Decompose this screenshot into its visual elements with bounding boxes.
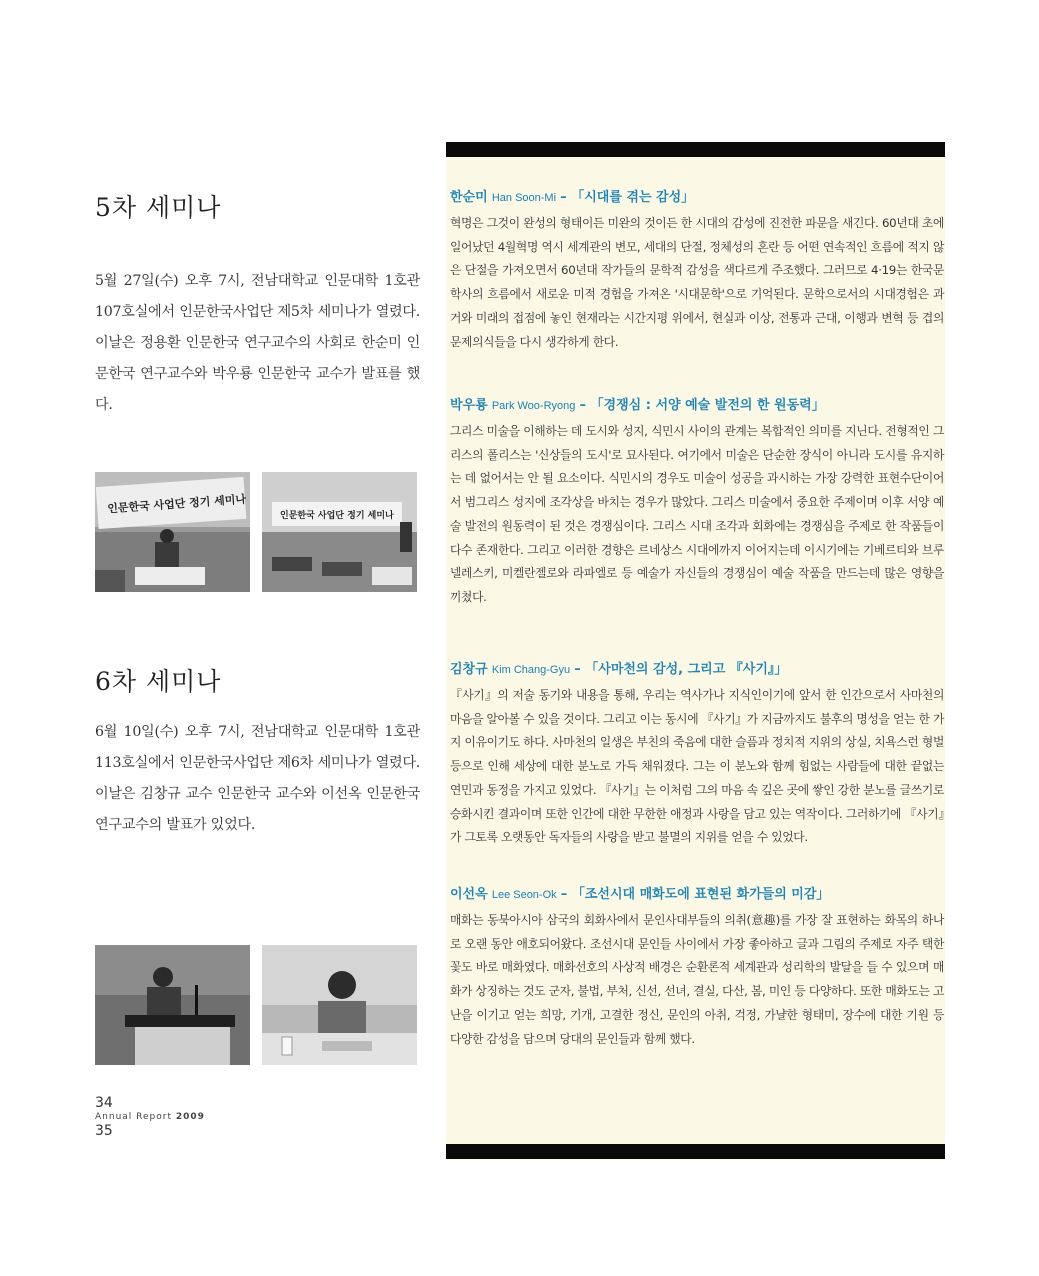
entry-header: [450, 188, 944, 208]
entry-header: [450, 885, 944, 905]
seminar5-photo-2-banner: 인문한국 사업단 정기 세미나: [280, 511, 394, 521]
seminar6-heading: 6차 세미나: [95, 667, 222, 696]
entry-kim-chang-gyu: [450, 660, 944, 850]
entry-header: [450, 660, 944, 680]
page-number-right: 35: [95, 1123, 113, 1139]
entry-header: [450, 396, 944, 416]
report-name: Annual Report: [95, 1112, 172, 1122]
seminar6-photo-2: [262, 945, 417, 1065]
entry-title: – 「경쟁심 : 서양 예술 발전의 한 원동력」: [579, 398, 825, 413]
entry-body: 그리스 미술을 이해하는 데 도시와 성지, 식민시 사이의 관계는 복합적인 의미를 지닌다. 전형적인 그리스의 폴리스는 '신상들의 도시'로 묘사된다. 여기에서 미술은 단순한 장식이 아니라 도시를 유지하는 데 없어서는 안 될 요소이다. 식민시의 경우도 미술이 성공을 과시하는 가장 강력한 표현수단이어서 범그리스 성지에 조각상을 바치는 경우가 많았다. 그리스 미술에서 중요한 주제이며 이후 서양 예술 발전의 원동력이 된 것은 경쟁심이다. 그리스 시대 조각과 회화에는 경쟁심을 주제로 한 작품들이 다수 존재한다. 그리고 이러한 경향은 르네상스 시대에까지 이어지는데 이시기에는 기베르티와 브루넬레스키, 미켈란젤로와 라파엘로 등 예술가 자신들의 경쟁심이 예술 작품을 만드는데 많은 영향을 끼쳤다.: [450, 424, 944, 604]
entry-roman-name: Kim Chang-Gyu: [491, 664, 571, 676]
seminar6-description: 6월 10일(수) 오후 7시, 전남대학교 인문대학 1호관 113호실에서 인문한국사업단 제6차 세미나가 열렸다. 이날은 김창규 교수 인문한국 교수와 이선옥 인문한국 연구교수의 발표가 있었다.: [95, 724, 420, 833]
top-bar: [446, 142, 945, 157]
entry-body: 혁명은 그것이 완성의 형태이든 미완의 것이든 한 시대의 감성에 진전한 파문을 새긴다. 60년대 초에 일어났던 4월혁명 역시 세계관의 변모, 세대의 단절, 정체성의 혼란 등 어떤 연속적인 흐름에 적지 않은 단절을 가져오면서 60년대 작가들의 문학적 감성을 색다르게 주조했다. 그러므로 4·19는 한국문학사의 흐름에서 새로운 미적 경험을 가져온 '시대문학'으로 기억된다. 문학으로서의 시대경험은 과거와 미래의 접점에 놓인 현재라는 시간지평 위에서, 현실과 이상, 전통과 근대, 이행과 변혁 등 겹의 문제의식들을 다시 생각하게 한다.: [450, 216, 944, 349]
bottom-bar: [446, 1144, 945, 1159]
seminar5-photo-1-banner: 인문한국 사업단 정기 세미나: [106, 492, 247, 516]
report-year: 2009: [175, 1112, 205, 1122]
seminar5-description: 5월 27일(수) 오후 7시, 전남대학교 인문대학 1호관 107호실에서 인문한국사업단 제5차 세미나가 열렸다. 이날은 정용환 인문한국 연구교수의 사회로 한순미 인문한국 연구교수와 박우룡 인문한국 교수가 발표를 했다.: [95, 273, 420, 413]
entry-body: 『사기』의 저술 동기와 내용을 통해, 우리는 역사가나 지식인이기에 앞서 한 인간으로서 사마천의 마음을 알아볼 수 있을 것이다. 그리고 이는 동시에 『사기』가 지금까지도 불후의 명성을 얻는 한 가지 이유이기도 하다. 사마천의 일생은 부친의 죽음에 대한 슬픔과 정치적 지위의 상실, 치욕스런 형벌 등으로 인해 세상에 대한 분노로 가득 채워졌다. 그는 이 분노와 함께 힘없는 사람들에 대한 끝없는 연민과 동정을 가지고 있었다. 『사기』는 이처럼 그의 마음 속 깊은 곳에 쌓인 강한 분노를 글쓰기로 승화시킨 결과이며 또한 인간에 대한 무한한 애정과 사랑을 담고 있는 역작이다. 그러하기에 『사기』가 그토록 오랫동안 독자들의 사랑을 받고 불멸의 지위를 얻을 수 있었다.: [450, 688, 944, 845]
entry-lee-seon-ok: [450, 885, 944, 1051]
seminar5-photo-2: [262, 472, 417, 592]
seminar5-heading: 5차 세미나: [95, 193, 222, 222]
entry-title: – 「조선시대 매화도에 표현된 화가들의 미감」: [560, 887, 830, 902]
entry-body: 매화는 동북아시아 삼국의 회화사에서 문인사대부들의 의취(意趣)를 가장 잘 표현하는 화목의 하나로 오랜 동안 애호되어왔다. 조선시대 문인들 사이에서 가장 좋아하고 글과 그림의 주제로 자주 택한 꽃도 바로 매화였다. 매화선호의 사상적 배경은 순환론적 세계관과 성리학의 발달을 들 수 있으며 매화가 상징하는 것도 군자, 불법, 부처, 신선, 선녀, 결실, 다산, 봄, 미인 등 다양하다. 또한 매화도는 고난을 이기고 얻는 희망, 기개, 고결한 정신, 문인의 아취, 걱정, 가냘한 형태미, 장수에 대한 기원 등 다양한 감성을 담으며 당대의 문인들과 함께 했다.: [450, 913, 944, 1046]
entry-title: – 「사마천의 감성, 그리고 『사기』」: [574, 662, 788, 677]
entry-han-soon-mi: [450, 188, 944, 354]
entry-name: 박우룡: [450, 398, 488, 413]
entry-roman-name: Lee Seon-Ok: [491, 889, 557, 901]
page-number-left: 34: [95, 1095, 113, 1111]
entry-roman-name: Park Woo-Ryong: [491, 400, 576, 412]
entry-name: 한순미: [450, 190, 488, 205]
entry-park-woo-ryong: [450, 396, 944, 610]
entry-name: 이선옥: [450, 887, 488, 902]
entry-title: – 「시대를 겪는 감성」: [560, 190, 695, 205]
seminar5-photo-1: [95, 472, 250, 592]
seminar6-photo-1: [95, 945, 250, 1065]
entry-name: 김창규: [450, 662, 488, 677]
entry-roman-name: Han Soon-Mi: [491, 192, 557, 204]
page-footer: [95, 1095, 205, 1139]
report-label: [95, 1111, 205, 1123]
